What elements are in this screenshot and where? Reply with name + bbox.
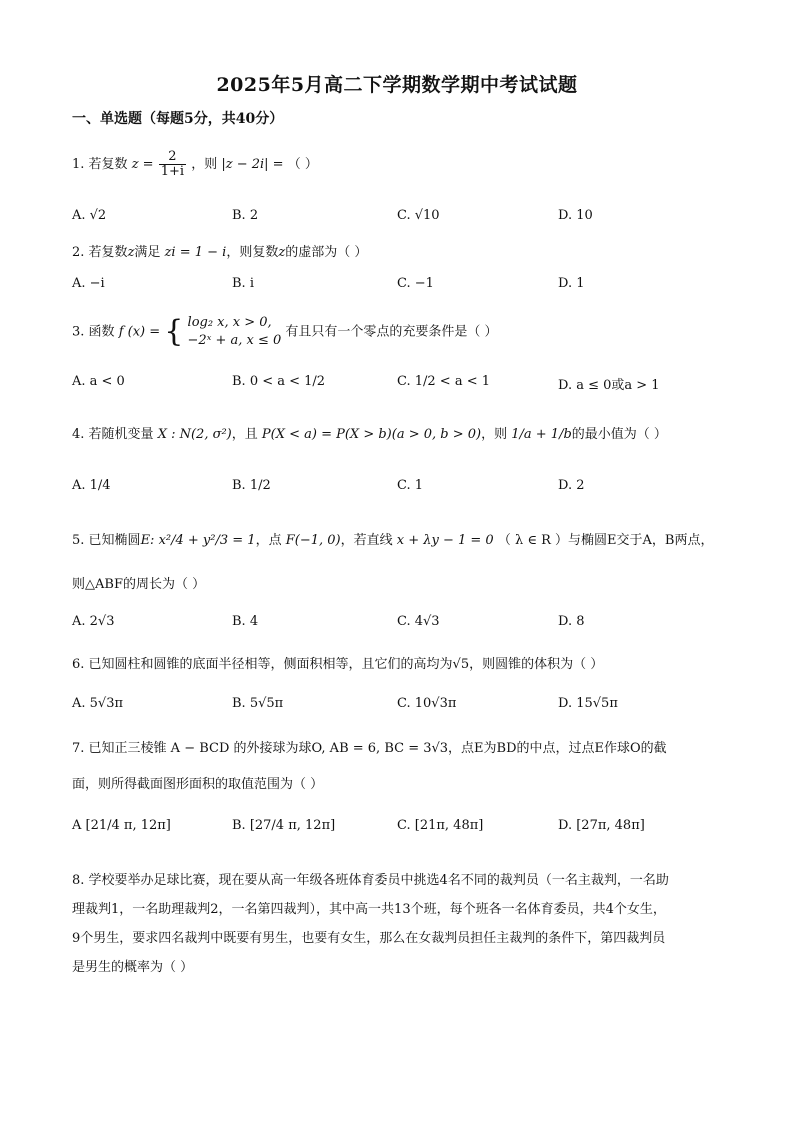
question-2: 2. 若复数z满足 zi = 1 − i，则复数z的虚部为（ ） xyxy=(72,245,368,260)
question-8: 8. 学校要举办足球比赛，现在要从高一年级各班体育委员中挑选4名不同的裁判员（一名主裁判，一名助 理裁判1，一名助理裁判2，一名第四裁判），其中高一共13个班，每个班各一名体育委员，共4个女生， 9个男生，要求四名裁判中既要有男生，也要有女生，那么在女裁判员担任主裁判的条件下，第四裁判员 是男生的概率为（ ） xyxy=(72,873,669,975)
question-7-line-2: 面，则所得截面图形面积的取值范围为（ ） xyxy=(72,777,324,792)
option-a[interactable]: A. a < 0 xyxy=(72,374,125,389)
options-2 xyxy=(72,276,732,300)
option-c[interactable]: C. −1 xyxy=(397,276,434,291)
options-3 xyxy=(72,374,732,398)
option-b[interactable]: B. 2 xyxy=(232,208,259,223)
options-1 xyxy=(72,208,732,232)
option-a[interactable]: A. √2 xyxy=(72,208,107,223)
option-d[interactable]: D. 10 xyxy=(558,208,593,223)
option-d[interactable]: D. 15√5π xyxy=(558,696,618,711)
option-c[interactable]: C. [21π, 48π] xyxy=(397,818,484,833)
question-4: 4. 若随机变量 X : N(2, σ²)，且 P(X < a) = P(X > b)(a > 0, b > 0)，则 1/a + 1/b的最小值为（ ） xyxy=(72,427,667,442)
option-b[interactable]: B. [27/4 π, 12π] xyxy=(232,818,336,833)
options-6 xyxy=(72,696,732,720)
option-a[interactable]: A. 5√3π xyxy=(72,696,124,711)
option-b[interactable]: B. 5√5π xyxy=(232,696,284,711)
option-a[interactable]: A [21/4 π, 12π] xyxy=(72,818,171,833)
page-title: 2025年5月高二下学期数学期中考试试题 xyxy=(216,74,578,96)
option-c[interactable]: C. 10√3π xyxy=(397,696,457,711)
option-d[interactable]: D. a ≤ 0或a > 1 xyxy=(558,378,660,393)
option-b[interactable]: B. 4 xyxy=(232,614,259,629)
option-d[interactable]: D. [27π, 48π] xyxy=(558,818,645,833)
option-b[interactable]: B. 1/2 xyxy=(232,478,271,493)
option-c[interactable]: C. 1 xyxy=(397,478,424,493)
fraction: $\frac{2}{1+i}$ xyxy=(160,149,185,179)
question-5-line-2: 则△ABF的周长为（ ） xyxy=(72,577,206,592)
option-d[interactable]: D. 1 xyxy=(558,276,585,291)
option-a[interactable]: A. −i xyxy=(72,276,105,291)
brace-icon: { xyxy=(164,314,184,349)
option-c[interactable]: C. 4√3 xyxy=(397,614,440,629)
option-c[interactable]: C. 1/2 < a < 1 xyxy=(397,374,491,389)
option-b[interactable]: B. 0 < a < 1/2 xyxy=(232,374,326,389)
options-7 xyxy=(72,818,732,842)
question-5: 5. 已知椭圆E: x²/4 + y²/3 = 1，点 F(−1, 0)，若直线 x + λy − 1 = 0 （ λ ∈ R ）与椭圆E交于A，B两点， xyxy=(72,533,714,548)
options-4 xyxy=(72,478,732,502)
option-c[interactable]: C. √10 xyxy=(397,208,440,223)
section-heading: 一、单选题（每题5分，共40分） xyxy=(72,111,284,127)
option-a[interactable]: A. 2√3 xyxy=(72,614,115,629)
option-d[interactable]: D. 2 xyxy=(558,478,585,493)
piecewise-cases: log₂ x, x > 0, −2ˣ + a, x ≤ 0 xyxy=(187,315,282,348)
option-b[interactable]: B. i xyxy=(232,276,254,291)
question-6: 6. 已知圆柱和圆锥的底面半径相等，侧面积相等，且它们的高均为√5，则圆锥的体积为（ ） xyxy=(72,657,604,672)
question-1: 1. 若复数 z = $\frac{2}{1+i}$ ，则 |z − 2i| = （ ） xyxy=(72,149,318,179)
option-d[interactable]: D. 8 xyxy=(558,614,585,629)
question-7: 7. 已知正三棱锥 A − BCD 的外接球为球O, AB = 6, BC = 3√3，点E为BD的中点，过点E作球O的截 xyxy=(72,741,667,756)
option-a[interactable]: A. 1/4 xyxy=(72,478,111,493)
question-3: 3. 函数 f (x) = { log₂ x, x > 0, −2ˣ + a, x ≤ 0 有且只有一个零点的充要条件是（ ） xyxy=(72,314,498,349)
options-5 xyxy=(72,614,732,638)
